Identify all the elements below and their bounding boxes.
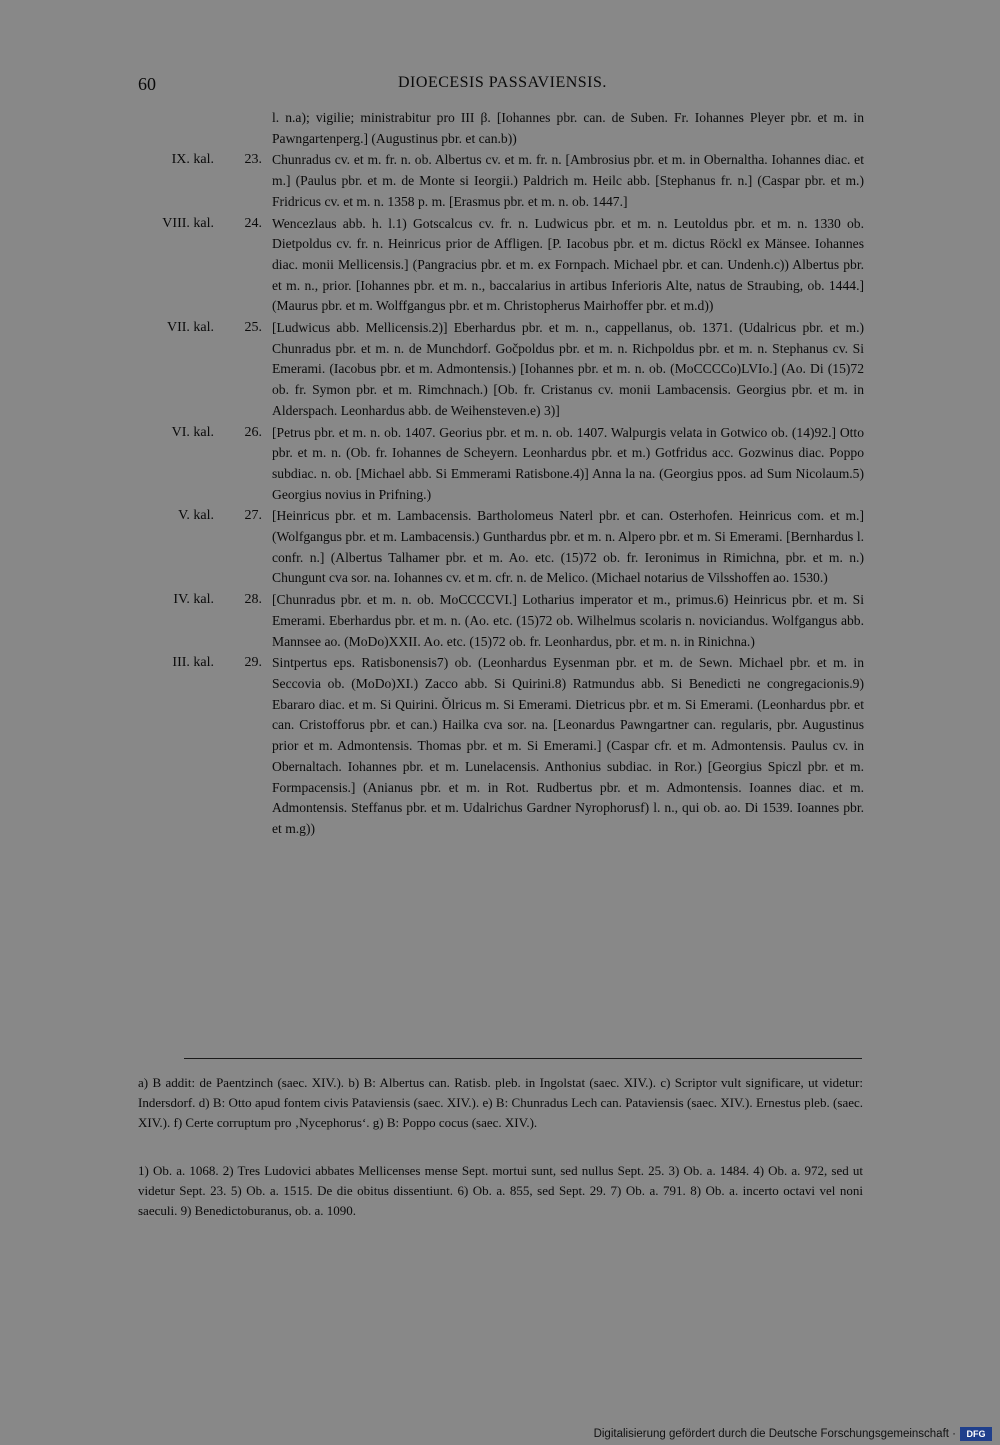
- footnote-divider: [184, 1058, 862, 1059]
- continuation-text: l. n.a); vigilie; ministrabitur pro III β. [Iohannes pbr. can. de Suben. Fr. Iohannes Pleyer pbr. et m. in Pawngartenperg.] (Augustinus pbr. et can.b)): [272, 110, 864, 146]
- kalend-label: III. kal.: [172, 655, 214, 671]
- calendar-entry: [150, 506, 870, 589]
- entry-text: Wencezlaus abb. h. l.1) Gotscalcus cv. fr. n. Ludwicus pbr. et m. n. Leutoldus pbr. et m. n. 1330 ob. Dietpoldus cv. fr. n. Heinricus prior de Affligen. [P. Iacobus pbr. et m. dictus Röckl ex Mänsee. Iohannes diac. monii Mellicensis.] (Pangracius pbr. et m. ex Fornpach. Michael pbr. et can. Undenh.c)) Albertus pbr. et m. n., prior. [Iohannes pbr. et m. n., baccalarius in artibus Inferioris Alte, natus de Straubing, ob. 1444.] (Maurus pbr. et m. Wolffgangus pbr. et m. Christopherus Mairhoffer pbr. et m.d)): [272, 215, 864, 314]
- entry-text: [Chunradus pbr. et m. n. ob. MoCCCCVI.] Lotharius imperator et m., primus.6) Heinricus pbr. et m. Si Emerami. Eberhardus pbr. et m. n. (Ao. etc. (15)72 ob. Wilhelmus scolaris n. noviciandus. Wolfgangus abb. Mannsee ao. (MoDo)XXII. Ao. etc. (15)72 ob. fr. Leonhardus, pbr. et m. n. in Rinichna.): [272, 592, 864, 649]
- entry-text: Sintpertus eps. Ratisbonensis7) ob. (Leonhardus Eysenman pbr. et m. de Sewn. Michael pbr. et m. in Seccovia ob. (MoDo)XI.) Zacco abb. Si Quirini.8) Ratmundus abb. Si Benedicti ne congregacionis.9) Ebararo diac. et m. Si Quirini. Ŏlricus m. Si Emerami. Dietricus pbr. et m. Si Emerami. (Leonhardus pbr. et can. Cristofforus pbr. et can.) Hailka cva sor. na. [Leonardus Pawngartner can. regularis, pbr. Augustinus prior et m. Admontensis. Thomas pbr. et m. Si Emerami.] (Caspar cfr. et m. Admontensis. Paulus cv. in Obernaltach. Iohannes pbr. et m. Lunelacensis. Anthonius subdiac. in Ror.) [Georgius Spiczl pbr. et m. Formpacensis.] (Anianus pbr. et m. in Rot. Rudbertus pbr. et m. Admontensis. Ioannes diac. et m. Admontensis. Steffanus pbr. et m. Udalrichus Gardner Nyrophorusf) l. n., qui ob. ao. Di 1539. Ioannes pbr. et m.g)): [272, 655, 864, 836]
- entry-text: [Heinricus pbr. et m. Lambacensis. Bartholomeus Naterl pbr. et can. Osterhofen. Heinricus com. et m.] (Wolfgangus pbr. et m. Lambacensis.) Gunthardus pbr. et m. n. Alpero pbr. et m. Si Emerami. [Bernhardus l. confr. n.] (Albertus Talhamer pbr. et m. Ao. etc. (15)72 ob. fr. Ieronimus in Rimichna, pbr. et m. n.) Chungunt cva sor. na. Iohannes cv. et m. cfr. n. de Melico. (Michael notarius de Vilsshoffen ao. 1530.): [272, 508, 864, 586]
- calendar-entry: [150, 423, 870, 506]
- entry-text: [Petrus pbr. et m. n. ob. 1407. Georius pbr. et m. n. ob. 1407. Walpurgis velata in Gotwico ob. (14)92.] Otto pbr. et m. n. (Ob. fr. Iohannes de Scheyern. Leonhardus pbr. et m.) Gotfridus acc. Gozwinus diac. Poppo subdiac. n. ob. [Michael abb. Si Emmerami Ratisbone.4)] Anna la na. (Georgius ppos. ad Sum Nicolaum.5) Georgius novius in Prifning.): [272, 424, 864, 502]
- entry-text: [Ludwicus abb. Mellicensis.2)] Eberhardus pbr. et m. n., cappellanus, ob. 1371. (Udalricus pbr. et m.) Chunradus pbr. et m. n. de Munchdorf. Gočpoldus pbr. et m. n. Richpoldus pbr. et m. n. Stephanus cv. Si Emerami. (Iacobus pbr. et m. Admontensis.) [Iohannes pbr. et m. n. ob. (MoCCCCo)LVIo.] (Ao. Di (15)72 ob. fr. Symon pbr. et m. Rimchnach.) [Ob. fr. Cristanus cv. monii Lambacensis. Georgius pbr. et m. in Alderspach. Leonhardus abb. de Weihensteven.e) 3)]: [272, 320, 864, 418]
- calendar-entry: [150, 653, 870, 839]
- kalend-label: VIII. kal.: [162, 215, 214, 231]
- kalend-label: VII. kal.: [166, 320, 214, 336]
- calendar-entry: [150, 590, 870, 652]
- kalend-label: V. kal.: [178, 508, 214, 524]
- calendar-entry: [150, 214, 870, 318]
- day-number: 26.: [244, 424, 262, 440]
- running-head: DIOECESIS PASSAVIENSIS.: [398, 74, 607, 91]
- continuation-entry: [150, 108, 870, 149]
- page-number: 60: [138, 74, 156, 94]
- entry-text: Chunradus cv. et m. fr. n. ob. Albertus cv. et m. fr. n. [Ambrosius pbr. et m. in Obernaltha. Iohannes diac. et m.] (Paulus pbr. et m. de Monte si Ieorgii.) Paldrich m. Heilc abb. [Stephanus fr. n.] (Caspar pbr. et m.) Fridricus cv. et m. n. 1358 p. m. [Erasmus pbr. et m. n. ob. 1447.]: [272, 152, 864, 209]
- day-number: 28.: [244, 592, 262, 608]
- kalend-label: IX. kal.: [171, 152, 214, 168]
- dfg-credit: Digitalisierung gefördert durch die Deutsche Forschungsgemeinschaft ·: [593, 1428, 956, 1440]
- apparatus-footnotes: a) B addit: de Paentzinch (saec. XIV.). b) B: Albertus can. Ratisb. pleb. in Ingolstat (saec. XIV.). c) Scriptor vult significare, ut videtur: Indersdorf. d) B: Otto apud fontem civis Pataviensis (saec. XIV.). e) B: Chunradus Lech can. Pataviensis (saec. XIV.). Ernestus pleb. (saec. XIV.). f) Certe corruptum pro ‚Nycephorus‘. g) B: Poppo cocus (saec. XIV.).: [138, 1075, 863, 1130]
- calendar-entry: [150, 150, 870, 212]
- kalend-label: VI. kal.: [171, 424, 214, 440]
- day-number: 24.: [244, 215, 262, 231]
- commentary-footnotes: 1) Ob. a. 1068. 2) Tres Ludovici abbates Mellicenses mense Sept. mortui sunt, sed nullus Sept. 25. 3) Ob. a. 1484. 4) Ob. a. 972, sed ut videtur Sept. 23. 5) Ob. a. 1515. De die obitus dissentiunt. 6) Ob. a. 855, sed Sept. 29. 7) Ob. a. 791. 8) Ob. a. incerto octavi vel noni saeculi. 9) Benedictoburanus, ob. a. 1090.: [138, 1163, 863, 1218]
- kalend-label: IV. kal.: [173, 592, 214, 608]
- day-number: 25.: [244, 320, 262, 336]
- calendar-entries: [150, 108, 870, 841]
- calendar-entry: [150, 318, 870, 422]
- day-number: 29.: [244, 655, 262, 671]
- day-number: 27.: [244, 508, 262, 524]
- dfg-logo: DFG: [960, 1427, 992, 1441]
- day-number: 23.: [244, 152, 262, 168]
